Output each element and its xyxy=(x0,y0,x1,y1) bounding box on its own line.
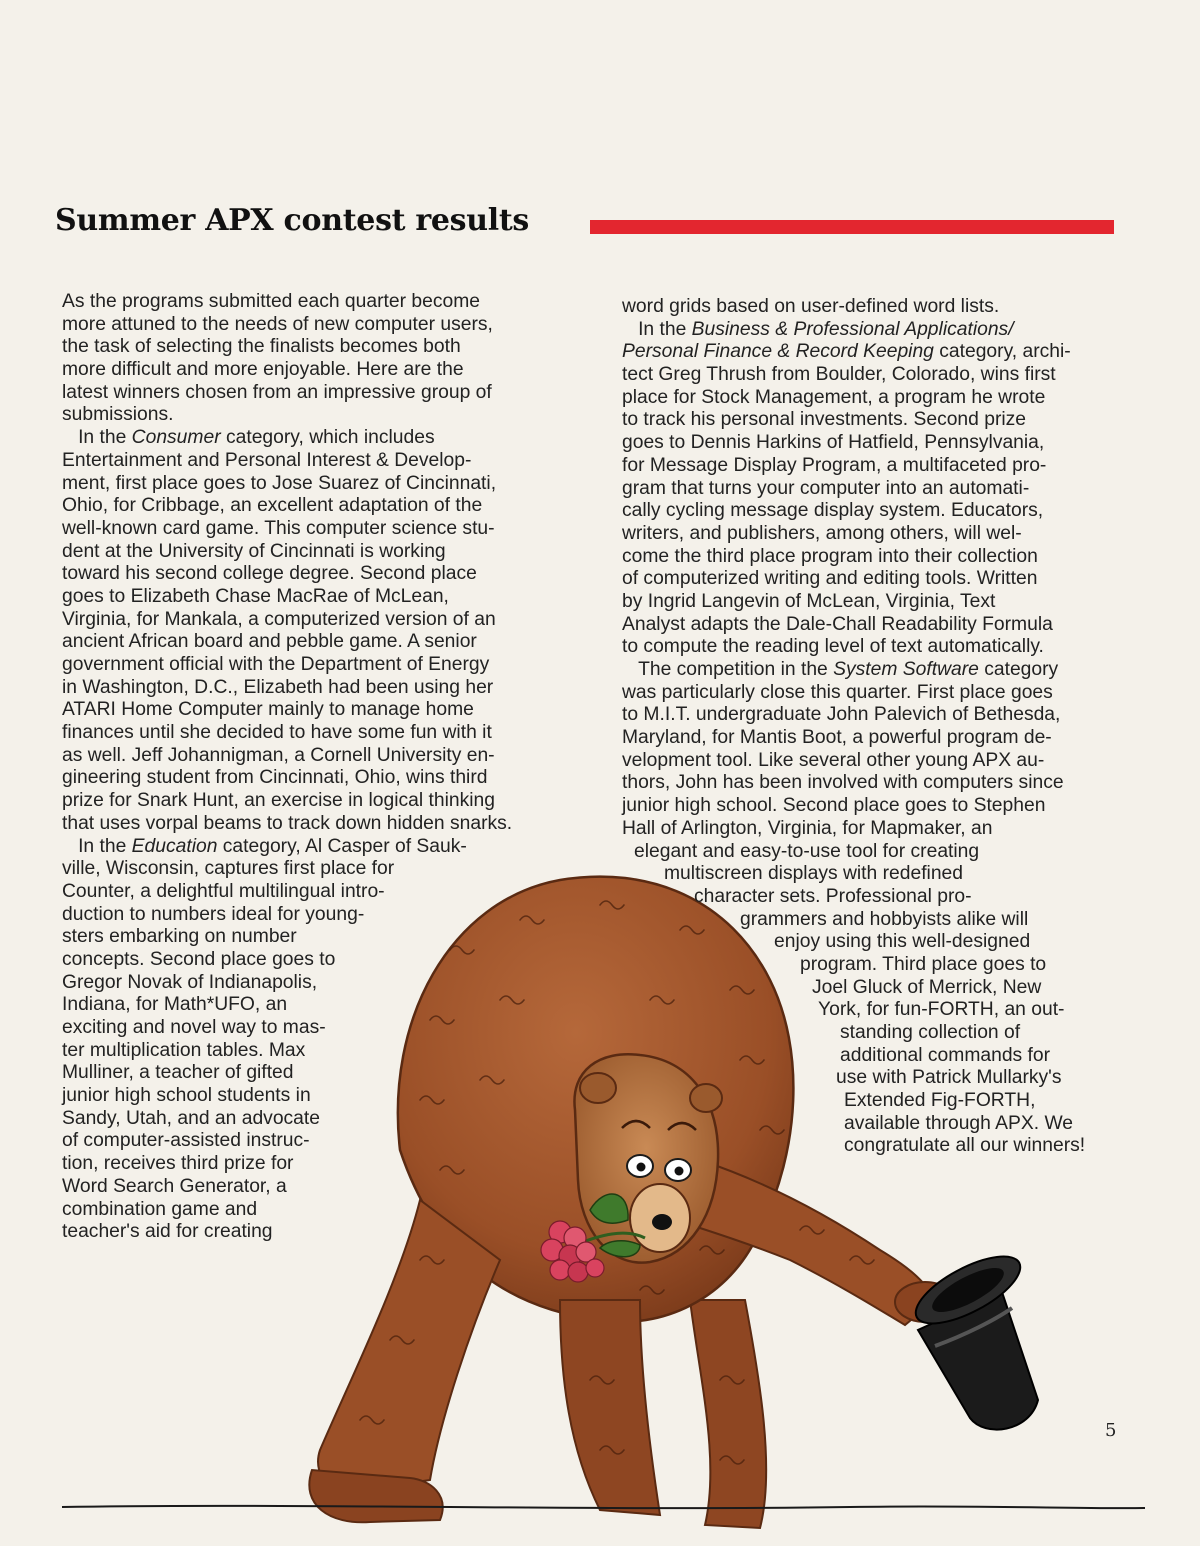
text-line xyxy=(62,699,512,722)
text-line xyxy=(622,364,1085,387)
text-segment: Hall of Arlington, Virginia, for Mapmaker, an xyxy=(622,817,993,839)
text-segment: junior high school students in xyxy=(62,1085,311,1107)
text-line xyxy=(622,614,1085,637)
text-line xyxy=(622,999,1085,1022)
text-line xyxy=(622,682,1085,705)
text-line xyxy=(62,586,512,609)
text-line xyxy=(622,1067,1085,1090)
text-line xyxy=(622,341,1085,364)
text-line xyxy=(62,495,512,518)
text-segment: teacher's aid for creating xyxy=(62,1221,273,1243)
text-line xyxy=(62,790,512,813)
text-segment: word grids based on user-defined word lists. xyxy=(622,296,1000,317)
text-segment: concepts. Second place goes to xyxy=(62,948,336,970)
text-segment: In the xyxy=(622,318,692,340)
text-segment: category xyxy=(978,659,1059,680)
text-line xyxy=(62,450,512,473)
text-line xyxy=(62,404,512,427)
text-segment: government official with the Department of Energy xyxy=(62,654,490,675)
text-line xyxy=(62,1040,512,1063)
text-line xyxy=(62,563,512,586)
article-headline: Summer APX contest results xyxy=(55,203,530,238)
text-line xyxy=(62,904,512,927)
text-line xyxy=(62,1085,512,1108)
text-segment: the task of selecting the finalists becomes both xyxy=(62,336,461,358)
text-line xyxy=(622,409,1085,432)
text-line xyxy=(62,745,512,768)
text-line xyxy=(622,568,1085,591)
text-line xyxy=(62,609,512,632)
text-line xyxy=(622,523,1085,546)
text-line xyxy=(622,909,1085,932)
text-segment: Ohio, for Cribbage, an excellent adaptation of the xyxy=(62,495,483,517)
text-segment: In the xyxy=(62,835,132,857)
text-line xyxy=(622,387,1085,410)
text-line xyxy=(622,591,1085,614)
text-line xyxy=(622,296,1085,319)
text-line xyxy=(622,750,1085,773)
text-line xyxy=(622,818,1085,841)
text-segment: by Ingrid Langevin of McLean, Virginia, Text xyxy=(622,590,996,612)
text-segment: toward his second college degree. Second place xyxy=(62,563,477,585)
text-line xyxy=(622,432,1085,455)
text-line xyxy=(62,994,512,1017)
text-line xyxy=(62,677,512,700)
bear-front-middle-leg xyxy=(560,1300,660,1515)
top-hat-icon xyxy=(906,1243,1038,1429)
text-segment: well-known card game. This computer science stu- xyxy=(62,517,495,539)
text-segment: grammers and hobbyists alike will xyxy=(740,908,1029,930)
text-segment: Joel Gluck of Merrick, New xyxy=(812,976,1042,998)
category-name: Consumer xyxy=(131,427,221,449)
text-line xyxy=(62,972,512,995)
text-segment: tect Greg Thrush from Boulder, Colorado, wins first xyxy=(622,364,1056,386)
text-line xyxy=(622,1113,1085,1136)
text-line xyxy=(62,767,512,790)
text-segment: goes to Elizabeth Chase MacRae of McLean, xyxy=(62,585,449,607)
text-segment: place for Stock Management, a program he wrote xyxy=(622,386,1046,408)
text-segment: exciting and novel way to mas- xyxy=(62,1017,326,1038)
text-segment: junior high school. Second place goes to Stephen xyxy=(622,795,1046,817)
bear-back-leg xyxy=(690,1300,766,1528)
text-line xyxy=(62,1108,512,1131)
text-segment: writers, and publishers, among others, will wel- xyxy=(622,522,1022,544)
text-line xyxy=(62,1130,512,1153)
text-segment: gineering student from Cincinnati, Ohio, wins third xyxy=(62,767,488,789)
category-name: Personal Finance & Record Keeping xyxy=(622,341,934,363)
text-segment: to track his personal investments. Second prize xyxy=(622,409,1027,431)
text-line xyxy=(62,1062,512,1085)
text-line xyxy=(62,858,512,881)
page-number: 5 xyxy=(1105,1420,1117,1441)
text-segment: velopment tool. Like several other young APX au- xyxy=(622,749,1045,771)
text-segment: of computerized writing and editing tools. Written xyxy=(622,568,1038,590)
category-name: System Software xyxy=(833,659,979,680)
text-line xyxy=(622,863,1085,886)
text-line xyxy=(622,841,1085,864)
text-segment: to M.I.T. undergraduate John Palevich of Bethesda, xyxy=(622,704,1061,726)
text-line xyxy=(622,1045,1085,1068)
bear-nose xyxy=(652,1214,672,1230)
text-line xyxy=(622,319,1085,342)
text-segment: standing collection of xyxy=(840,1022,1021,1043)
text-segment: Mulliner, a teacher of gifted xyxy=(62,1062,294,1084)
text-segment: Counter, a delightful multilingual intro- xyxy=(62,880,385,902)
text-segment: for Message Display Program, a multifaceted pro- xyxy=(622,454,1047,476)
bear-front-left-leg xyxy=(318,1200,500,1493)
text-segment: sters embarking on number xyxy=(62,926,297,948)
text-segment: more difficult and more enjoyable. Here are the xyxy=(62,359,464,381)
text-segment: tion, receives third prize for xyxy=(62,1153,294,1175)
text-line xyxy=(62,654,512,677)
text-line xyxy=(622,659,1085,682)
bear-left-ear xyxy=(580,1073,616,1103)
text-segment: category, which includes xyxy=(220,427,435,449)
text-segment: York, for fun-FORTH, an out- xyxy=(818,999,1065,1021)
text-segment: use with Patrick Mullarky's xyxy=(836,1067,1062,1089)
text-segment: ter multiplication tables. Max xyxy=(62,1039,306,1061)
text-line xyxy=(62,359,512,382)
text-line xyxy=(62,518,512,541)
text-line xyxy=(62,1221,512,1244)
text-segment: of computer-assisted instruc- xyxy=(62,1130,310,1152)
text-line xyxy=(62,881,512,904)
text-line xyxy=(622,795,1085,818)
text-line xyxy=(62,427,512,450)
text-segment: Entertainment and Personal Interest & Develop- xyxy=(62,449,472,471)
text-line xyxy=(622,727,1085,750)
text-line xyxy=(622,1135,1085,1158)
text-line xyxy=(622,931,1085,954)
text-segment: program. Third place goes to xyxy=(800,953,1047,975)
text-line xyxy=(62,291,512,314)
text-line xyxy=(62,813,512,836)
text-line xyxy=(622,546,1085,569)
text-line xyxy=(62,949,512,972)
text-segment: latest winners chosen from an impressive group of xyxy=(62,381,492,403)
text-segment: ATARI Home Computer mainly to manage home xyxy=(62,699,474,721)
text-segment: submissions. xyxy=(62,404,174,426)
text-line xyxy=(62,926,512,949)
text-line xyxy=(62,314,512,337)
text-segment: to compute the reading level of text automatically. xyxy=(622,636,1044,658)
text-segment: Virginia, for Mankala, a computerized version of an xyxy=(62,608,496,630)
text-segment: Indiana, for Math*UFO, an xyxy=(62,994,288,1016)
text-segment: Analyst adapts the Dale-Chall Readability Formula xyxy=(622,613,1053,635)
text-segment: Word Search Generator, a xyxy=(62,1175,287,1197)
text-line xyxy=(62,1199,512,1222)
category-name: Business & Professional Applications/ xyxy=(691,318,1014,340)
text-segment: thors, John has been involved with computers since xyxy=(622,772,1064,794)
text-segment: finances until she decided to have some fun with it xyxy=(62,722,492,744)
text-segment: goes to Dennis Harkins of Hatfield, Pennsylvania, xyxy=(622,432,1045,454)
text-line xyxy=(622,636,1085,659)
text-segment: additional commands for xyxy=(840,1044,1051,1066)
text-segment: character sets. Professional pro- xyxy=(694,885,972,907)
text-line xyxy=(622,704,1085,727)
text-segment: that uses vorpal beams to track down hidden snarks. xyxy=(62,812,513,834)
text-line xyxy=(62,1153,512,1176)
text-line xyxy=(622,478,1085,501)
text-line xyxy=(62,541,512,564)
text-segment: category, Al Casper of Sauk- xyxy=(217,835,467,857)
category-name: Education xyxy=(131,835,218,857)
text-segment: available through APX. We xyxy=(844,1112,1074,1134)
text-segment: gram that turns your computer into an automati- xyxy=(622,477,1030,499)
left-text-column xyxy=(62,291,512,1244)
text-segment: Maryland, for Mantis Boot, a powerful program de- xyxy=(622,727,1052,749)
text-segment: prize for Snark Hunt, an exercise in logical thinking xyxy=(62,790,495,812)
text-line xyxy=(62,722,512,745)
text-segment: Extended Fig-FORTH, xyxy=(844,1090,1036,1112)
text-line xyxy=(62,836,512,859)
text-segment: ancient African board and pebble game. A senior xyxy=(62,631,477,653)
text-segment: cally cycling message display system. Educators, xyxy=(622,500,1044,522)
text-segment: category, archi- xyxy=(933,341,1071,363)
text-segment: as well. Jeff Johannigman, a Cornell University en- xyxy=(62,744,495,766)
text-segment: elegant and easy-to-use tool for creating xyxy=(634,840,980,862)
text-line xyxy=(62,1176,512,1199)
text-segment: in Washington, D.C., Elizabeth had been using her xyxy=(62,676,494,698)
text-segment: ville, Wisconsin, captures first place for xyxy=(62,858,395,880)
right-text-column xyxy=(622,296,1085,1158)
text-line xyxy=(62,631,512,654)
text-segment: ment, first place goes to Jose Suarez of Cincinnati, xyxy=(62,472,497,494)
text-segment: enjoy using this well-designed xyxy=(774,931,1031,953)
text-line xyxy=(62,1017,512,1040)
text-line xyxy=(62,473,512,496)
text-segment: come the third place program into their collection xyxy=(622,545,1038,567)
text-line xyxy=(622,886,1085,909)
text-line xyxy=(622,772,1085,795)
text-line xyxy=(622,954,1085,977)
text-segment: was particularly close this quarter. First place goes xyxy=(622,681,1053,703)
text-line xyxy=(62,336,512,359)
text-segment: Gregor Novak of Indianapolis, xyxy=(62,971,318,993)
text-line xyxy=(622,1090,1085,1113)
text-segment: Sandy, Utah, and an advocate xyxy=(62,1107,320,1129)
text-line xyxy=(622,977,1085,1000)
text-segment: multiscreen displays with redefined xyxy=(664,863,964,885)
text-line xyxy=(622,1022,1085,1045)
floor-line xyxy=(0,1495,1200,1525)
text-segment: congratulate all our winners! xyxy=(844,1135,1086,1157)
text-segment: The competition in the xyxy=(622,659,834,680)
text-line xyxy=(622,500,1085,523)
text-segment: combination game and xyxy=(62,1198,258,1220)
text-segment: more attuned to the needs of new computer users, xyxy=(62,313,493,335)
text-segment: As the programs submitted each quarter become xyxy=(62,291,480,312)
text-segment: duction to numbers ideal for young- xyxy=(62,903,365,925)
text-segment: dent at the University of Cincinnati is working xyxy=(62,540,446,562)
text-line xyxy=(62,382,512,405)
text-segment: In the xyxy=(62,427,132,449)
text-line xyxy=(622,455,1085,478)
